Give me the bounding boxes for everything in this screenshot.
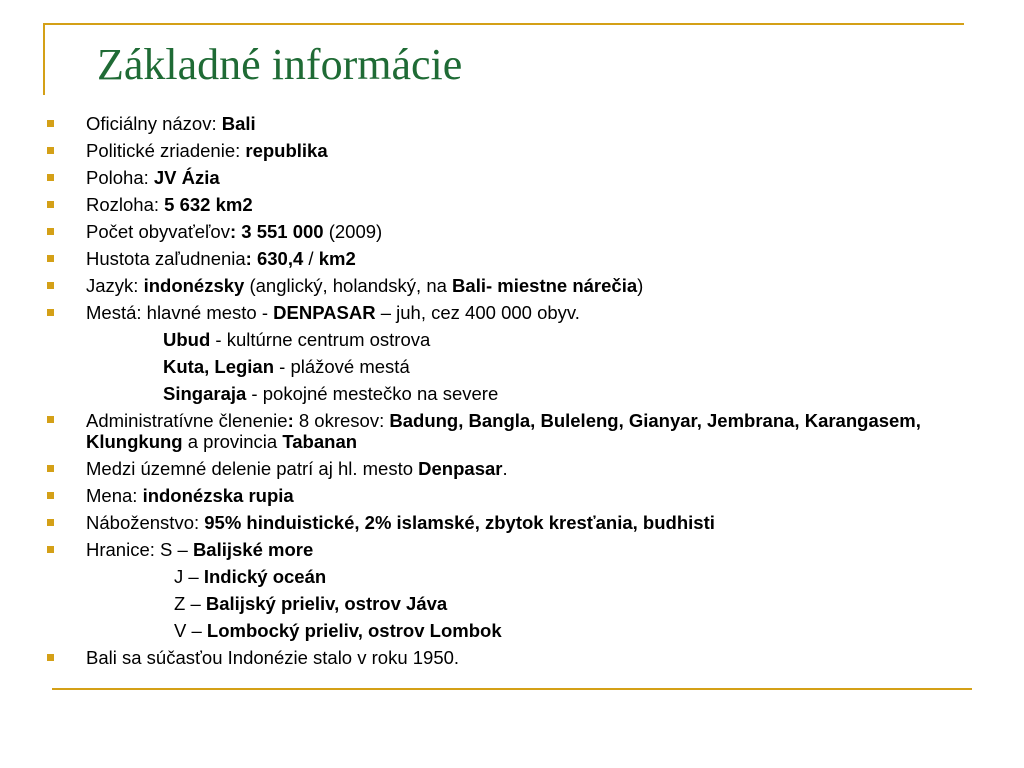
list-item: Medzi územné delenie patrí aj hl. mesto Denpasar. — [47, 455, 977, 482]
list-item: Administratívne členenie: 8 okresov: Badung, Bangla, Buleleng, Gianyar, Jembrana, Karangasem, Klungkung a provincia Tabanan — [47, 407, 977, 455]
list-item: Politické zriadenie: republika — [47, 137, 977, 164]
sub-item-city: Kuta, Legian - plážové mestá — [163, 356, 410, 377]
list-item: Náboženstvo: 95% hinduistické, 2% islamské, zbytok kresťania, budhisti — [47, 509, 977, 536]
square-bullet-icon — [47, 255, 54, 262]
square-bullet-icon — [47, 546, 54, 553]
slide-title: Základné informácie — [97, 40, 463, 89]
list-item: Mestá: hlavné mesto - DENPASAR – juh, cez 400 000 obyv. — [47, 299, 977, 326]
square-bullet-icon — [47, 309, 54, 316]
square-bullet-icon — [47, 465, 54, 472]
frame-left-line — [43, 23, 45, 95]
square-bullet-icon — [47, 120, 54, 127]
square-bullet-icon — [47, 282, 54, 289]
list-item: Rozloha: 5 632 km2 — [47, 191, 977, 218]
square-bullet-icon — [47, 174, 54, 181]
sub-item-border: V – Lombocký prieliv, ostrov Lombok — [174, 620, 502, 641]
square-bullet-icon — [47, 654, 54, 661]
list-item: Mena: indonézska rupia — [47, 482, 977, 509]
square-bullet-icon — [47, 201, 54, 208]
bullet-list — [47, 110, 977, 671]
list-item: Poloha: JV Ázia — [47, 164, 977, 191]
list-item: Jazyk: indonézsky (anglický, holandský, na Bali- miestne nárečia) — [47, 272, 977, 299]
list-item: Bali sa súčasťou Indonézie stalo v roku 1950. — [47, 644, 977, 671]
sub-item-city: Ubud - kultúrne centrum ostrova — [163, 329, 431, 350]
list-item: Počet obyvaťeľov: 3 551 000 (2009) — [47, 218, 977, 245]
square-bullet-icon — [47, 147, 54, 154]
square-bullet-icon — [47, 416, 54, 423]
list-item: Hranice: S – Balijské more — [47, 536, 977, 563]
frame-top-line — [44, 23, 964, 25]
sub-item-border: Z – Balijský prieliv, ostrov Jáva — [174, 593, 448, 614]
sub-item-border: J – Indický oceán — [174, 566, 327, 587]
square-bullet-icon — [47, 492, 54, 499]
list-item: Oficiálny názov: Bali — [47, 110, 977, 137]
square-bullet-icon — [47, 228, 54, 235]
square-bullet-icon — [47, 519, 54, 526]
sub-item-city: Singaraja - pokojné mestečko na severe — [163, 383, 499, 404]
frame-bottom-line — [52, 688, 972, 690]
list-item: Hustota zaľudnenia: 630,4 / km2 — [47, 245, 977, 272]
